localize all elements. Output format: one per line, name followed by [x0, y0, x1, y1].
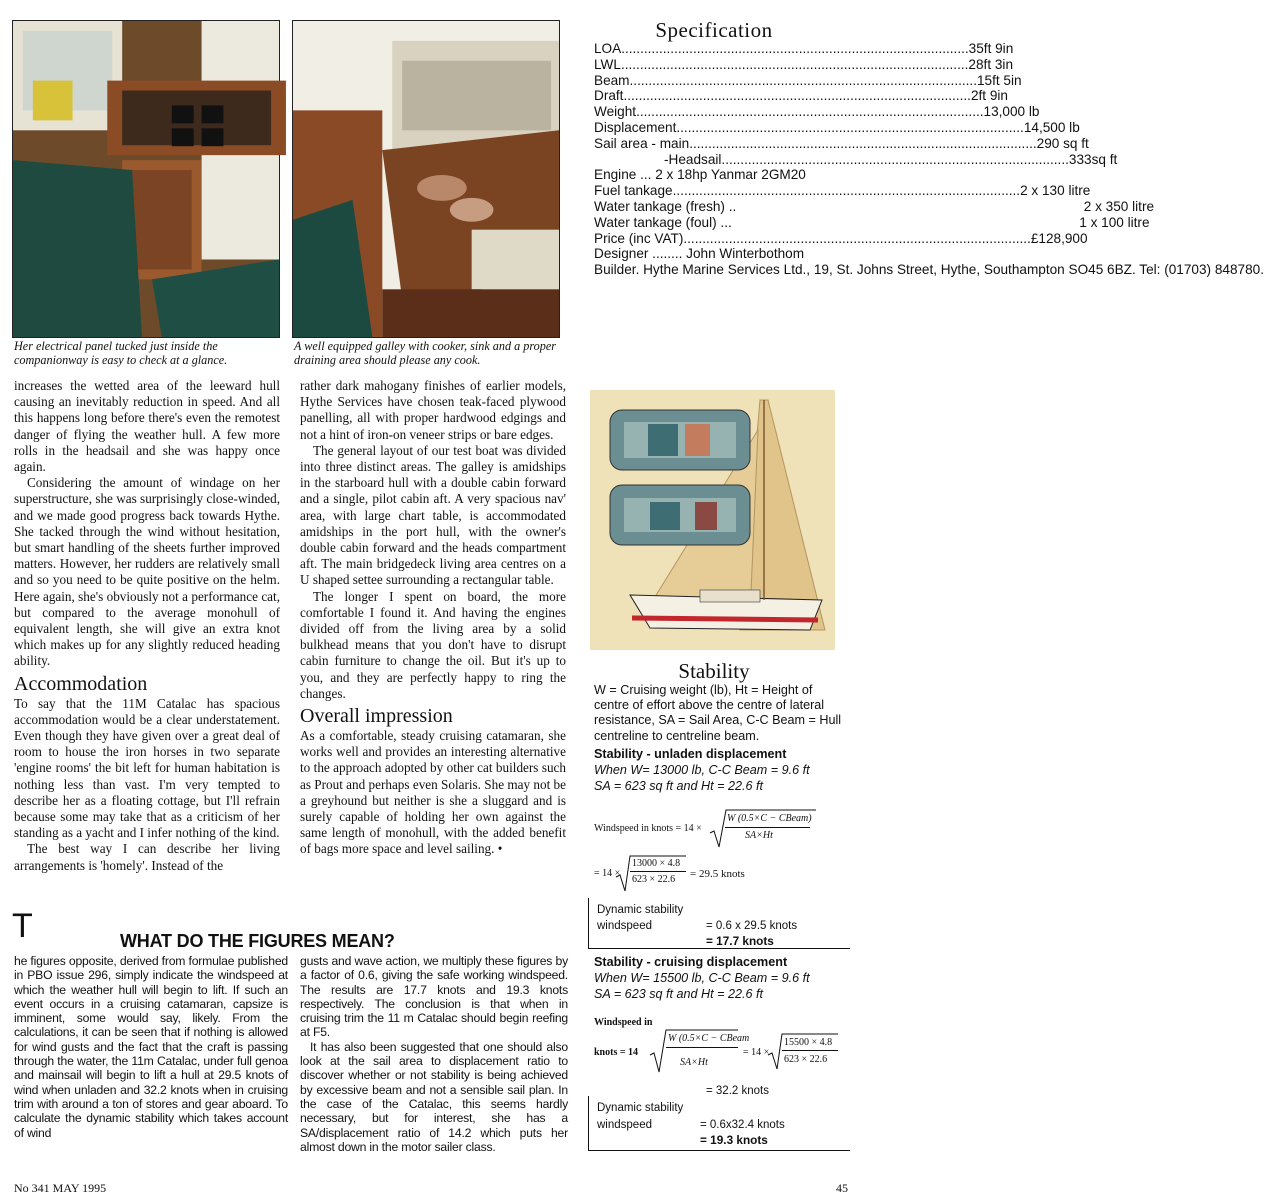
spec-row — [594, 104, 1040, 120]
spec-label: Sail area - main — [594, 135, 690, 151]
spec-dot-leader — [689, 136, 1036, 152]
windspeed-label: windspeed — [597, 1119, 652, 1131]
spec-dot-leader — [673, 183, 1020, 199]
spec-row — [594, 41, 1014, 57]
article-paragraph: As a comfortable, steady cruising catamaran, she works well and provides an interesting alternative to the approach adopted by other cat builders such as Prout and perhaps even Solaris. She may not be a greyhound but neither is she a sluggard and is surely capable of holding her own against the same length of monohull, with the added benefit of bags more space and level sailing. • — [300, 728, 566, 857]
spec-row — [594, 214, 1150, 231]
article-column-2 — [300, 378, 566, 858]
article-paragraph: The general layout of our test boat was divided into three distinct areas. The galley is amidships in the starboard hull with a double cabin forward and a single, pilot cabin aft. A very spacious nav' area, with large chart table, is accommodated amidships in the port hull, with the owner's double cabin forward and the heads compartment aft. The main bridgedeck living area centres on a U shaped settee surrounding a rectangular table. — [300, 442, 566, 588]
specification-title: Specification — [655, 18, 773, 42]
unladen-dynamic-calc: = 0.6 x 29.5 knots — [706, 920, 798, 932]
spec-value: 14,500 lb — [1023, 119, 1080, 135]
cruising-calc-prefix: = 14 × — [743, 1047, 770, 1058]
cruising-calc-denominator: 623 × 22.6 — [784, 1054, 828, 1065]
fraction-bar — [666, 1047, 738, 1048]
dynamic-stability-label: Dynamic stability — [597, 904, 684, 916]
spec-value: 290 sq ft — [1036, 135, 1089, 151]
spec-label: Displacement — [594, 119, 677, 135]
figures-box-paragraph: It has also been suggested that one should also look at the sail area to displacement ratio to discover whether or not stability is being achieved by excessive beam and not a sensible sail plan. In the case of the Catalac, this seems hardly necessary, but for interest, she has a SA/displacement ratio of 14.2 which puts her almost down in the motor sailer class. — [300, 1039, 568, 1154]
windspeed-label: windspeed — [597, 920, 652, 932]
formula2-denominator: SA×Ht — [680, 1057, 708, 1068]
spec-row — [594, 198, 1155, 215]
spec-row — [594, 151, 1118, 168]
spec-row — [594, 56, 1014, 73]
boat-plan-drawing — [590, 390, 835, 650]
unladen-calc-prefix: = 14 × — [594, 868, 621, 879]
accommodation-heading: Accommodation — [14, 672, 148, 695]
spec-value: 2 x 130 litre — [1020, 183, 1091, 199]
spec-row — [594, 167, 850, 183]
windspeed-formula-label: Windspeed in knots = 14 × — [594, 823, 702, 834]
spec-label: Water tankage (fresh) .. — [594, 198, 737, 214]
figures-box-column-2 — [300, 954, 568, 1154]
unladen-calc-denominator: 623 × 22.6 — [632, 874, 676, 885]
spec-value: 15ft 5in — [976, 72, 1022, 88]
unladen-heading: Stability - unladen displacement — [594, 747, 787, 761]
cruising-heading: Stability - cruising displacement — [594, 955, 788, 969]
spec-value: 2ft 9in — [970, 88, 1008, 104]
spec-row — [594, 230, 1088, 247]
spec-label: Price (inc VAT) — [594, 230, 684, 246]
spec-dot-leader — [621, 41, 968, 57]
spec-label: LWL — [594, 56, 621, 72]
spec-label: Draft — [594, 88, 624, 104]
spec-value: 2 x 350 litre — [1083, 198, 1155, 214]
spec-row — [594, 135, 1089, 152]
spec-row — [594, 72, 1022, 89]
electrical-panel-photo — [12, 20, 280, 338]
spec-row — [594, 262, 1264, 278]
stability-intro: W = Cruising weight (lb), Ht = Height of centre of effort above the centre of lateral resistance, SA = Sail Area, C-C Beam = Hull centreline to centreline beam. — [594, 683, 842, 743]
figures-box-column-1 — [14, 954, 288, 1140]
cruising-calc-result: = 32.2 knots — [706, 1085, 769, 1097]
article-paragraph: To say that the 11M Catalac has spacious accommodation would be a clear understatement. Even though they have given over a great deal of room to house the iron horses in two separate 'engine rooms' the bit left for human habitation is nothing less than vast. I'm very tempted to describe her as a floating cottage, but I'll refrain because some may take that as a criticism of her standing as a yacht and I infer nothing of the kind. — [14, 695, 280, 841]
formula2-knots: knots = 14 — [594, 1047, 639, 1058]
figures-box-paragraph: he figures opposite, derived from formulae published in PBO issue 296, simply indicate the windspeed at which the weather hull will begin to lift. If such an event occurs in a cruising catamaran, capsize is imminent, some would say, likely. From the calculations, it can be seen that if nothing is allowed for wind gusts and the fact that the craft is passing through the water, the 11m Catalac, under full genoa and mainsail will begin to lift a hull at 29.5 knots of wind when unladen and 32.2 knots when in cruising trim with around a ton of stores and gear aboard. To calculate the dynamic stability which takes account of wind — [14, 954, 288, 1140]
figures-box-title: WHAT DO THE FIGURES MEAN? — [120, 931, 395, 951]
spec-dot-leader — [676, 120, 1023, 136]
spec-label: LOA — [594, 41, 622, 56]
article-paragraph: rather dark mahogany finishes of earlier models, Hythe Services have chosen teak-faced plywood panelling, all with proper hardwood edgings and not a hint of iron-on veneer strips or bare edges. — [300, 378, 566, 442]
article-column-1 — [14, 378, 280, 874]
fraction-bar — [630, 871, 686, 872]
spec-dot-leader — [630, 73, 977, 89]
article-paragraph: increases the wetted area of the leeward hull causing an inevitably reduction in speed. And all this happens long before there's even the remotest danger of flying the weather hull. A few more rolls in the headsail and she was happy once again. — [14, 378, 280, 475]
unladen-calc-numerator: 13000 × 4.8 — [632, 858, 681, 869]
figures-box-drop-cap: T — [12, 907, 33, 945]
dynamic-stability-label: Dynamic stability — [597, 1102, 684, 1114]
spec-row — [594, 183, 1091, 199]
photo-caption-right: A well equipped galley with cooker, sink and a proper draining area should please any cook. — [294, 339, 556, 367]
spec-value: 13,000 lb — [983, 104, 1040, 120]
page-number: 45 — [836, 1181, 848, 1195]
cruising-dynamic-calc: = 0.6x32.4 knots — [700, 1119, 785, 1131]
article-paragraph: The best way I can describe her living arrangements is 'homely'. Instead of the — [14, 841, 280, 873]
issue-footer: No 341 MAY 1995 — [14, 1181, 107, 1195]
unladen-dynamic-result: = 17.7 knots — [706, 934, 774, 948]
fraction-bar — [782, 1050, 838, 1051]
fraction-bar — [725, 827, 810, 828]
unladen-when: When W= 13000 lb, C-C Beam = 9.6 ft — [594, 763, 810, 777]
spec-row — [594, 246, 850, 262]
cruising-calc-numerator: 15500 × 4.8 — [784, 1037, 833, 1048]
spec-label: Engine ... 2 x 18hp Yanmar 2GM20 — [594, 167, 806, 183]
figures-box-paragraph: gusts and wave action, we multiply these figures by a factor of 0.6, giving the safe working windspeed. The results are 17.7 knots and 19.3 knots respectively. The conclusion is that when in cruising trim the 11 m Catalac should begin reefing at F5. — [300, 954, 568, 1040]
spec-value: £128,900 — [1030, 230, 1088, 246]
unladen-calc-result: = 29.5 knots — [690, 868, 745, 880]
stability-box-bottom-rule-2 — [588, 1150, 850, 1151]
overall-impression-heading: Overall impression — [300, 705, 453, 728]
formula-numerator: W (0.5×C − CBeam) — [727, 813, 812, 824]
spec-dot-leader — [636, 104, 983, 120]
article-paragraph: Considering the amount of windage on her superstructure, she was surprisingly close-winded, and we made good progress back towards Hythe. She tacked through the wind without hesitation, but smart handling of the sheets further improved matters. However, her rudders are relatively small and so you need to be quite positive on the helm. Here again, she's obviously not a performance cat, but compared to the average monohull of equivalent length, she will give an extra knot which makes up for any slightly reduced heading ability. — [14, 475, 280, 669]
spec-label: Designer ........ John Winterbothom — [594, 246, 805, 262]
stability-title: Stability — [678, 659, 750, 683]
galley-photo — [292, 20, 560, 338]
unladen-sa: SA = 623 sq ft and Ht = 22.6 ft — [594, 779, 763, 793]
stability-box-left-rule-2 — [588, 1096, 589, 1150]
photo-caption-left: Her electrical panel tucked just inside the companionway is easy to check at a glance. — [14, 339, 228, 367]
spec-value: 333sq ft — [1068, 151, 1118, 167]
formula2-label: Windspeed in — [594, 1017, 653, 1028]
spec-label: Water tankage (foul) ... — [594, 214, 732, 230]
spec-dot-leader — [721, 152, 1068, 168]
spec-label: Fuel tankage — [594, 183, 673, 199]
spec-label: Weight — [594, 104, 637, 120]
cruising-when: When W= 15500 lb, C-C Beam = 9.6 ft — [594, 971, 810, 985]
spec-dot-leader — [683, 231, 1030, 247]
spec-label: -Headsail — [664, 151, 722, 167]
article-paragraph: The longer I spent on board, the more comfortable I found it. And having the engines divided off from the living area by a solid bulkhead means that you don't have to disrupt cabin furniture to change the oil. But it's up to you, and they are perfectly happy to ring the changes. — [300, 588, 566, 701]
spec-label: Beam — [594, 72, 630, 88]
formula2-numerator: W (0.5×C − CBeam — [668, 1033, 750, 1044]
stability-box-left-rule — [588, 898, 589, 948]
spec-label: Builder. Hythe Marine Services Ltd., 19, St. Johns Street, Hythe, Southampton SO45 6BZ. Tel: (01703) 848780. — [594, 262, 1264, 278]
formula-denominator: SA×Ht — [745, 830, 773, 841]
spec-row — [594, 88, 1008, 104]
spec-dot-leader — [621, 57, 968, 73]
spec-row — [594, 119, 1080, 136]
spec-dot-leader — [623, 88, 970, 104]
specification-list — [594, 41, 1264, 278]
stability-box-bottom-rule — [588, 948, 850, 949]
spec-value: 28ft 3in — [968, 56, 1014, 72]
cruising-dynamic-result: = 19.3 knots — [700, 1133, 768, 1147]
cruising-sa: SA = 623 sq ft and Ht = 22.6 ft — [594, 987, 763, 1001]
spec-value: 1 x 100 litre — [1079, 214, 1150, 230]
spec-value: 35ft 9in — [968, 41, 1014, 56]
